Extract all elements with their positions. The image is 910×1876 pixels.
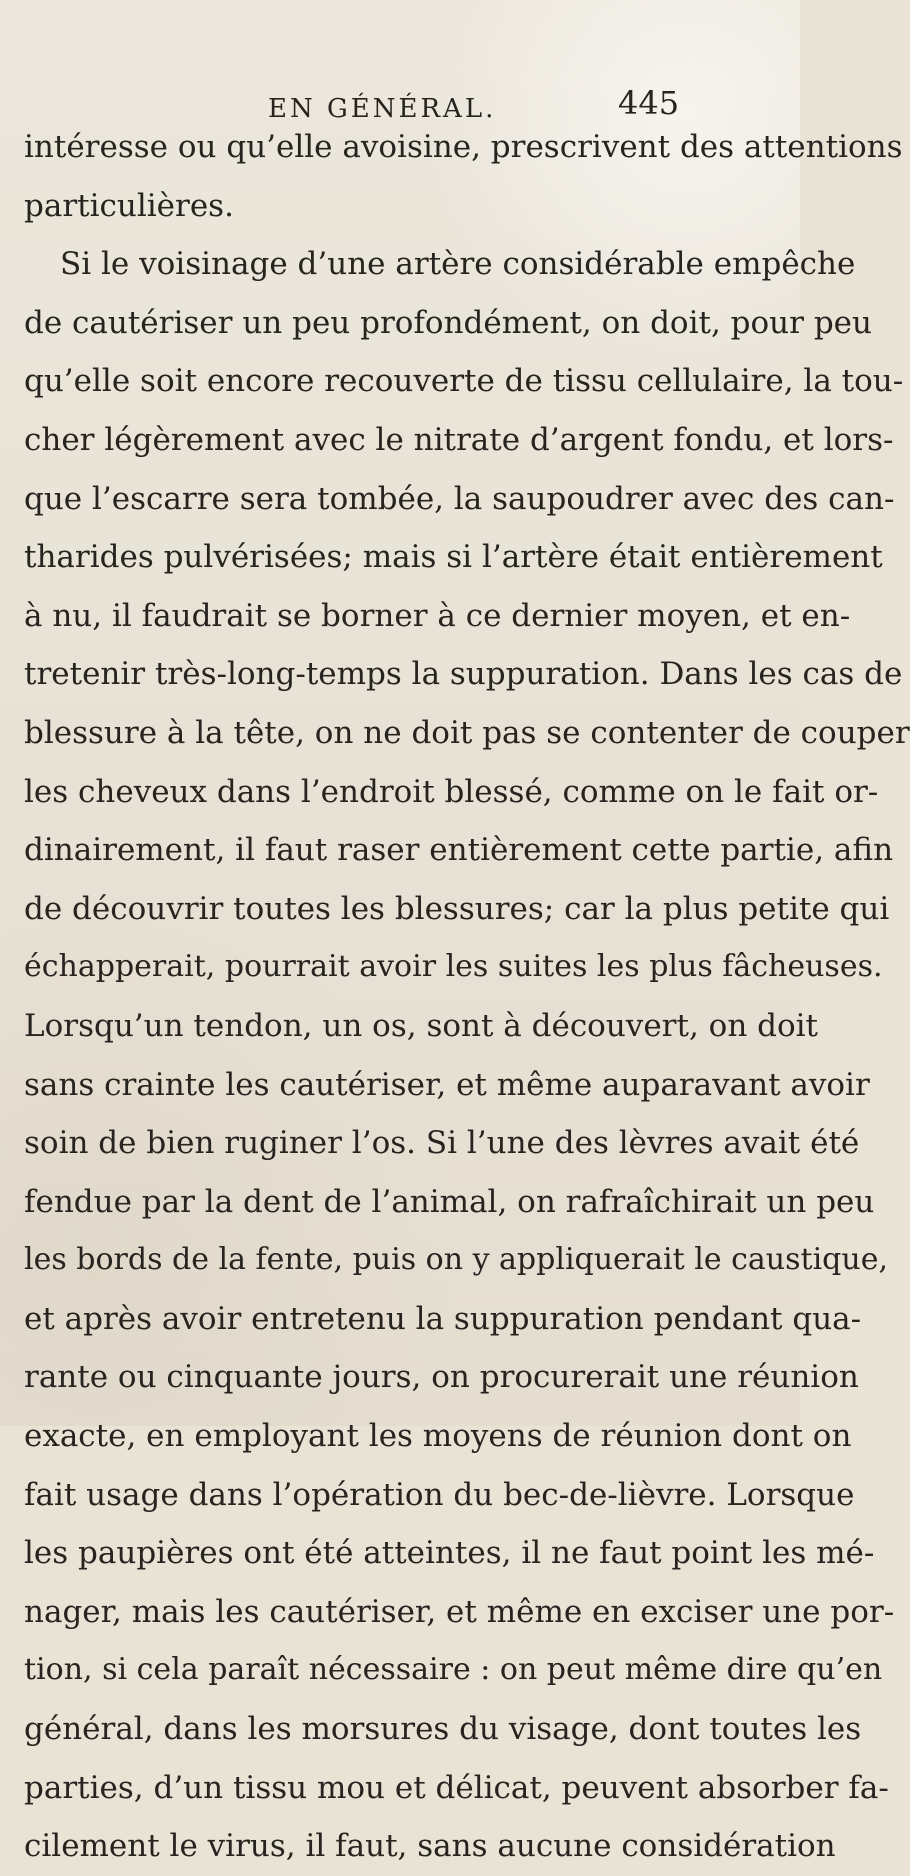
text-line: intéresse ou qu’elle avoisine, prescrivent des attentions xyxy=(24,129,903,165)
text-line: nager, mais les cautériser, et même en exciser une por- xyxy=(24,1593,895,1630)
text-line: que l’escarre sera tombée, la saupoudrer avec des can- xyxy=(24,480,895,517)
text-line: blessure à la tête, on ne doit pas se contenter de couper xyxy=(24,714,910,751)
text-line: qu’elle soit encore recouverte de tissu cellulaire, la tou- xyxy=(24,363,904,400)
text-line: cher légèrement avec le nitrate d’argent fondu, et lors- xyxy=(24,421,894,458)
running-title: EN GÉNÉRAL. xyxy=(268,94,497,124)
text-line: particulières. xyxy=(24,187,234,224)
text-line: fendue par la dent de l’animal, on rafraîchirait un peu xyxy=(24,1183,875,1220)
text-line: et après avoir entretenu la suppuration pendant qua- xyxy=(24,1300,862,1337)
text-line: dinairement, il faut raser entièrement cette partie, afin xyxy=(24,832,894,869)
text-line: tion, si cela paraît nécessaire : on peut même dire qu’en xyxy=(24,1652,883,1688)
text-line: exacte, en employant les moyens de réunion dont on xyxy=(24,1418,852,1455)
text-line: Lorsqu’un tendon, un os, sont à découvert, on doit xyxy=(24,1007,819,1044)
text-line: les bords de la fente, puis on y appliquerait le caustique, xyxy=(24,1242,888,1278)
text-line: tretenir très-long-temps la suppuration. Dans les cas de xyxy=(24,656,903,693)
page-number: 445 xyxy=(618,84,680,122)
text-line: rante ou cinquante jours, on procurerait une réunion xyxy=(24,1359,859,1396)
body-text xyxy=(24,118,910,1876)
text-line: à nu, il faudrait se borner à ce dernier moyen, et en- xyxy=(24,597,851,634)
text-line: général, dans les morsures du visage, dont toutes les xyxy=(24,1711,862,1748)
text-line: fait usage dans l’opération du bec-de-lièvre. Lorsque xyxy=(24,1476,855,1513)
text-line: tharides pulvérisées; mais si l’artère était entièrement xyxy=(24,539,883,576)
text-line: soin de bien ruginer l’os. Si l’une des lèvres avait été xyxy=(24,1125,860,1162)
text-line: de cautériser un peu profondément, on doit, pour peu xyxy=(24,304,872,341)
text-line: de découvrir toutes les blessures; car la plus petite qui xyxy=(24,890,890,927)
text-line: les cheveux dans l’endroit blessé, comme on le fait or- xyxy=(24,773,879,810)
text-line: sans crainte les cautériser, et même auparavant avoir xyxy=(24,1066,870,1103)
text-line: échapperait, pourrait avoir les suites les plus fâcheuses. xyxy=(24,949,883,985)
text-line: les paupières ont été atteintes, il ne faut point les mé- xyxy=(24,1535,875,1572)
text-line: cilement le virus, il faut, sans aucune considération xyxy=(24,1828,836,1865)
text-line: Si le voisinage d’une artère considérable empêche xyxy=(60,246,856,283)
text-line: parties, d’un tissu mou et délicat, peuvent absorber fa- xyxy=(24,1769,889,1806)
